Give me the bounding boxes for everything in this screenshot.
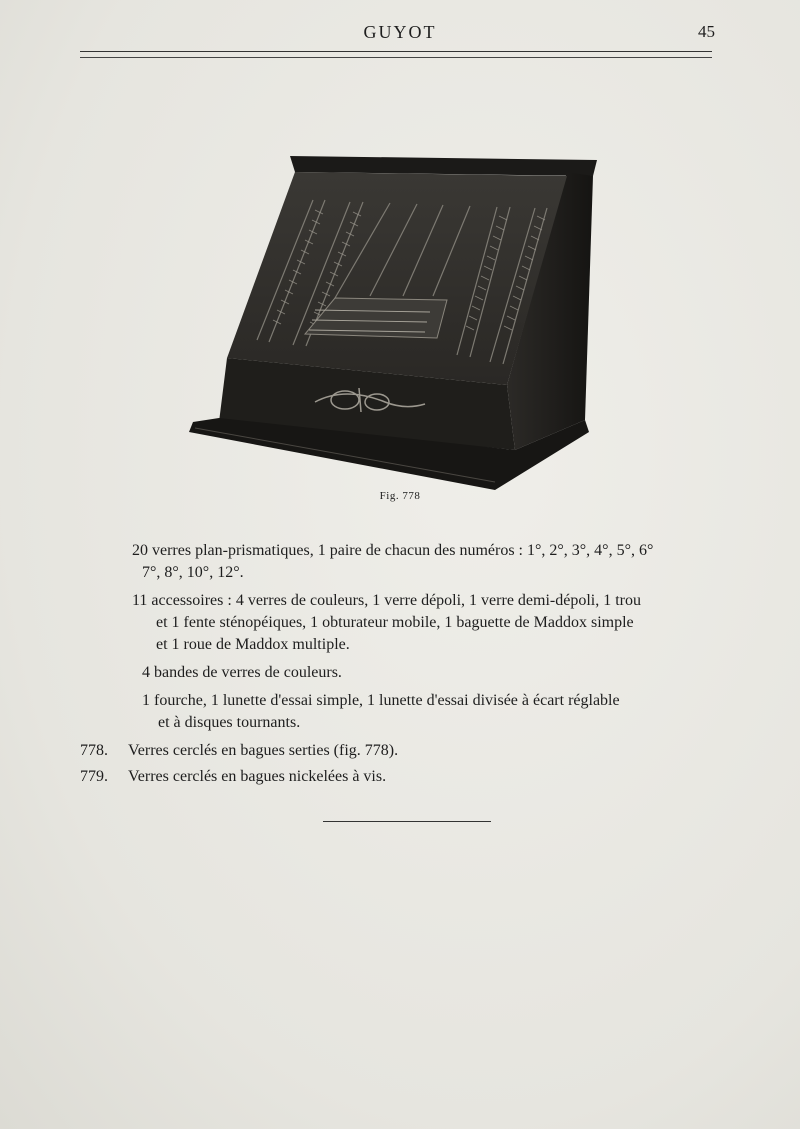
catalog-text bbox=[80, 540, 725, 792]
item-lens-set bbox=[80, 540, 725, 584]
header-rule bbox=[80, 51, 712, 58]
item-line: et 1 fente sténopéiques, 1 obturateur mobile, 1 baguette de Maddox simple bbox=[156, 614, 634, 631]
item-number: 779. bbox=[80, 768, 108, 785]
figure-caption: Fig. 778 bbox=[379, 490, 421, 502]
item-frames bbox=[80, 690, 725, 734]
trial-lens-case-illustration bbox=[185, 150, 605, 495]
page-number: 45 bbox=[698, 22, 715, 41]
item-line: et à disques tournants. bbox=[158, 714, 301, 731]
item-line: 7°, 8°, 10°, 12°. bbox=[142, 564, 244, 581]
item-line: 1 fourche, 1 lunette d'essai simple, 1 lunette d'essai divisée à écart réglable bbox=[142, 692, 620, 709]
end-rule bbox=[323, 821, 491, 822]
item-779 bbox=[80, 766, 725, 788]
item-color-bands bbox=[80, 662, 725, 684]
item-number: 778. bbox=[80, 742, 108, 759]
running-title: GUYOT bbox=[363, 22, 437, 42]
item-accessories bbox=[80, 590, 725, 656]
running-head bbox=[0, 20, 800, 48]
item-line: 11 accessoires : 4 verres de couleurs, 1 verre dépoli, 1 verre demi-dépoli, 1 trou bbox=[132, 592, 641, 609]
item-text: Verres cerclés en bagues nickelées à vis. bbox=[128, 768, 387, 785]
item-line: 20 verres plan-prismatiques, 1 paire de chacun des numéros : 1°, 2°, 3°, 4°, 5°, 6° bbox=[132, 542, 654, 559]
item-line: 4 bandes de verres de couleurs. bbox=[142, 664, 342, 681]
item-line: et 1 roue de Maddox multiple. bbox=[156, 636, 350, 653]
figure-trial-lens-case bbox=[185, 150, 605, 495]
item-text: Verres cerclés en bagues serties (fig. 778). bbox=[128, 742, 399, 759]
item-778 bbox=[80, 740, 725, 762]
